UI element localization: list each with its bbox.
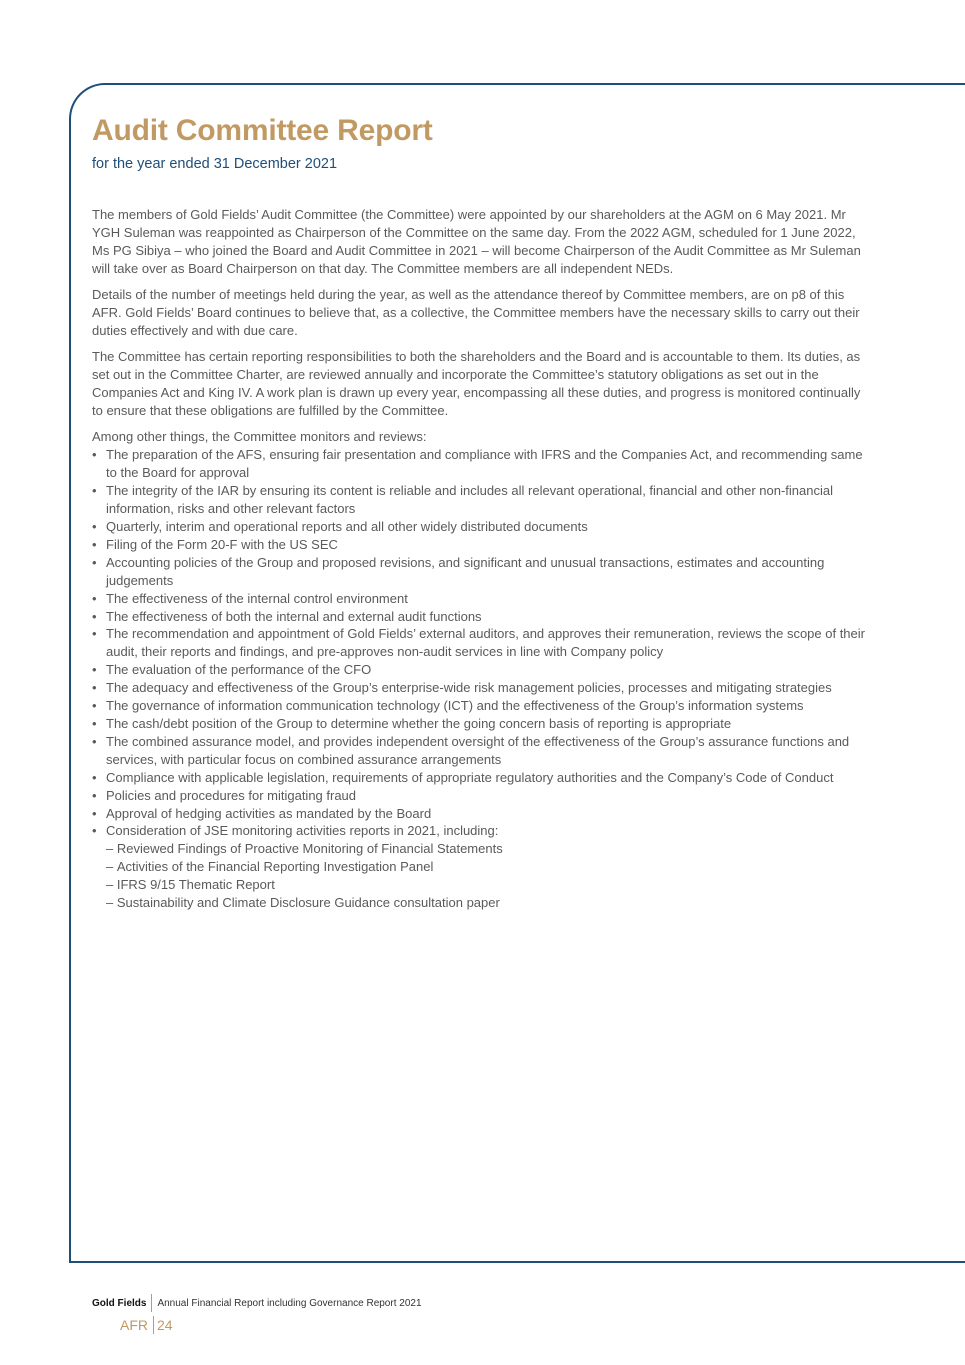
list-item: • Filing of the Form 20-F with the US SEC: [92, 536, 872, 554]
page-subtitle: for the year ended 31 December 2021: [92, 156, 338, 172]
footer-brand: Gold Fields: [92, 1297, 147, 1309]
footer-report-line: [92, 1294, 422, 1312]
list-item: • Approval of hedging activities as mandated by the Board: [92, 805, 872, 823]
list-item: • Accounting policies of the Group and proposed revisions, and significant and unusual transactions, estimates and accounting judgements: [92, 554, 872, 590]
list-item: • The evaluation of the performance of the CFO: [92, 661, 872, 679]
list-item: • The combined assurance model, and provides independent oversight of the effectiveness of the Group’s assurance functions and services, with particular focus on combined assurance arrangements: [92, 733, 872, 769]
list-item: • Quarterly, interim and operational reports and all other widely distributed documents: [92, 518, 872, 536]
sub-list-item: – IFRS 9/15 Thematic Report: [106, 876, 872, 894]
footer-report-name: Annual Financial Report including Governance Report 2021: [157, 1297, 422, 1309]
list-item: • The preparation of the AFS, ensuring fair presentation and compliance with IFRS and the Companies Act, and recommending same to the Board for approval: [92, 446, 872, 482]
main-content: [92, 112, 872, 912]
list-item: • Policies and procedures for mitigating fraud: [92, 787, 872, 805]
list-item: • The recommendation and appointment of Gold Fields’ external auditors, and approves their remuneration, reviews the scope of their audit, their reports and findings, and pre-approves non-audit services in line with Company policy: [92, 625, 872, 661]
sub-list-item: – Activities of the Financial Reporting Investigation Panel: [106, 858, 872, 876]
footer-page-divider: [153, 1316, 154, 1334]
footer-section-label: AFR: [120, 1317, 148, 1333]
list-item: • The governance of information communication technology (ICT) and the effectiveness of the Group’s information systems: [92, 697, 872, 715]
paragraph: The members of Gold Fields’ Audit Committee (the Committee) were appointed by our shareholders at the AGM on 6 May 2021. Mr YGH Suleman was reappointed as Chairperson of the Committee on the same day. From the 2022 AGM, scheduled for 1 June 2022, Ms PG Sibiya – who joined the Board and Audit Committee in 2021 – will become Chairperson of the Audit Committee as Mr Suleman will take over as Board Chairperson on that day. The Committee members are all independent NEDs.: [92, 207, 861, 276]
list-item: • The adequacy and effectiveness of the Group’s enterprise-wide risk management policies, processes and mitigating strategies: [92, 679, 872, 697]
list-item: • The cash/debt position of the Group to determine whether the going concern basis of reporting is appropriate: [92, 715, 872, 733]
list-item: • The effectiveness of both the internal and external audit functions: [92, 608, 872, 626]
footer-page-line: [120, 1315, 422, 1335]
sub-list-item: – Sustainability and Climate Disclosure Guidance consultation paper: [106, 894, 872, 912]
report-body: [92, 206, 872, 912]
list-intro: Among other things, the Committee monitors and reviews:: [92, 429, 427, 445]
page-number: 24: [157, 1317, 173, 1333]
jse-reports-sublist: [92, 840, 872, 912]
paragraph: Details of the number of meetings held during the year, as well as the attendance thereof by Committee members, are on p8 of this AFR. Gold Fields’ Board continues to believe that, as a collective, the Committee members have the necessary skills to carry out their duties effectively and with due care.: [92, 287, 860, 338]
page-footer: [92, 1294, 422, 1335]
footer-divider: [151, 1294, 152, 1312]
page-title: Audit Committee Report: [92, 114, 433, 147]
list-item: • The effectiveness of the internal control environment: [92, 590, 872, 608]
list-item: • Consideration of JSE monitoring activities reports in 2021, including:: [92, 822, 872, 840]
list-item: • The integrity of the IAR by ensuring its content is reliable and includes all relevant operational, financial and other non-financial information, risks and other relevant factors: [92, 482, 872, 518]
duties-list: [92, 446, 872, 840]
paragraph: The Committee has certain reporting responsibilities to both the shareholders and the Board and is accountable to them. Its duties, as set out in the Committee Charter, are reviewed annually and incorporate the Committee’s statutory obligations as set out in the Companies Act and King IV. A work plan is drawn up every year, encompassing all these duties, and progress is monitored continually to ensure that these obligations are fulfilled by the Committee.: [92, 349, 861, 419]
sub-list-item: – Reviewed Findings of Proactive Monitoring of Financial Statements: [106, 840, 872, 858]
list-item: • Compliance with applicable legislation, requirements of appropriate regulatory authorities and the Company’s Code of Conduct: [92, 769, 872, 787]
